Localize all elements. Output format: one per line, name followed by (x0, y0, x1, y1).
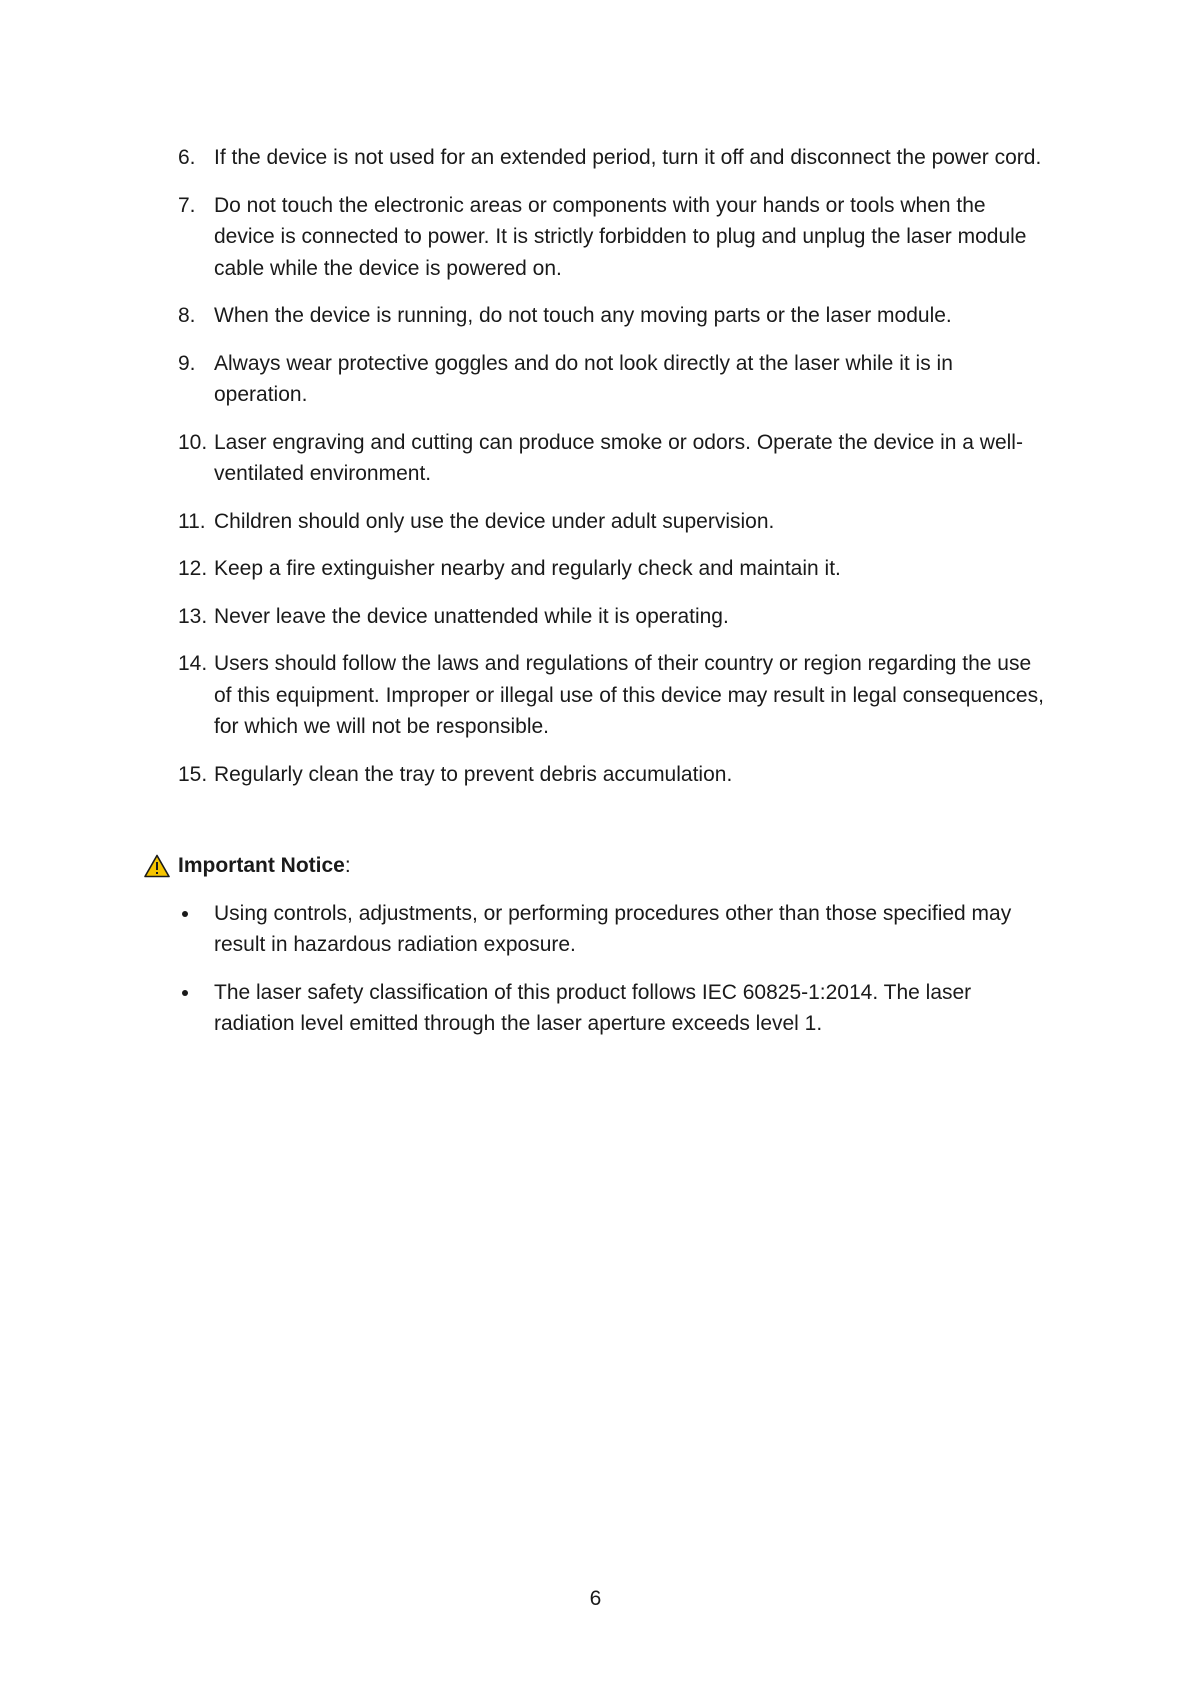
list-item-number: 12. (178, 557, 208, 580)
notice-heading (178, 850, 1048, 882)
warning-triangle-icon (144, 854, 170, 878)
list-item-text: Never leave the device unattended while it is operating. (214, 604, 729, 628)
list-item-text: If the device is not used for an extended period, turn it off and disconnect the power cord. (214, 146, 1042, 169)
list-item-text: When the device is running, do not touch any moving parts or the laser module. (214, 304, 952, 327)
list-item (178, 427, 1048, 490)
list-item (178, 601, 1048, 633)
list-item (178, 759, 1048, 791)
list-item (178, 898, 1048, 961)
important-notice-section (178, 850, 1048, 1040)
list-item-number: 9. (178, 351, 196, 375)
list-item (178, 553, 1048, 585)
list-item-text: Regularly clean the tray to prevent debris accumulation. (214, 762, 733, 786)
notice-title: Important Notice (178, 854, 345, 877)
list-item-text: Always wear protective goggles and do not look directly at the laser while it is in operation. (214, 351, 953, 406)
list-item-number: 15. (178, 762, 208, 786)
list-item-text: Keep a fire extinguisher nearby and regularly check and maintain it. (214, 557, 841, 580)
notice-bullet-list (178, 898, 1048, 1040)
list-item-text: Users should follow the laws and regulations of their country or region regarding the use of this equipment. Improper or illegal use of this device may result in legal consequences, for which we will not be responsible. (214, 652, 1044, 738)
list-item-number: 7. (178, 193, 196, 217)
list-item-number: 11. (178, 509, 206, 533)
bullet-icon (182, 990, 188, 996)
list-item-text: Using controls, adjustments, or performing procedures other than those specified may result in hazardous radiation exposure. (214, 901, 1012, 956)
notice-title-suffix: : (344, 854, 351, 877)
list-item (178, 300, 1048, 332)
list-item (178, 506, 1048, 538)
list-item-text: Children should only use the device under adult supervision. (214, 509, 775, 533)
list-item-number: 13. (178, 604, 208, 628)
list-item (178, 977, 1048, 1040)
list-item-number: 14. (178, 652, 208, 675)
list-item-number: 6. (178, 146, 196, 169)
list-item-text: Laser engraving and cutting can produce smoke or odors. Operate the device in a well-ventilated environment. (214, 430, 1023, 485)
list-item (178, 348, 1048, 411)
page-number: 6 (589, 1587, 602, 1610)
list-item (178, 648, 1048, 743)
page-content (178, 142, 1048, 1056)
bullet-icon (182, 911, 188, 917)
safety-instructions-list (178, 142, 1048, 790)
list-item-text: Do not touch the electronic areas or components with your hands or tools when the device is connected to power. It is strictly forbidden to plug and unplug the laser module cable while the device is powered on. (214, 193, 1027, 280)
list-item-number: 10. (178, 430, 208, 454)
list-item-text: The laser safety classification of this product follows IEC 60825-1:2014. The laser radiation level emitted through the laser aperture exceeds level 1. (214, 980, 972, 1035)
list-item-number: 8. (178, 304, 196, 327)
list-item (178, 190, 1048, 285)
list-item (178, 142, 1048, 174)
